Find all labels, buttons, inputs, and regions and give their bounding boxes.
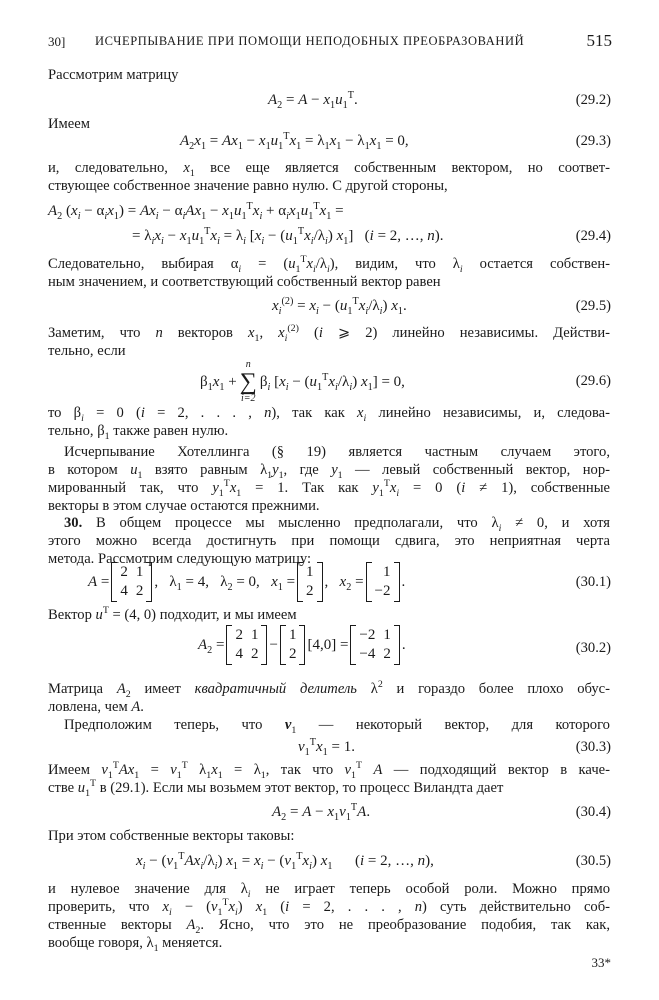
- text-line: то $\beta_i = 0$ (i = 2, . . . , n), так как $x_i$ линейно независимы, и, следова-: [48, 405, 610, 424]
- text-line: вообще говоря, $\lambda_1$ меняется.: [48, 935, 223, 954]
- text-line: Имеем $v_1^TAx_1 = v_1^T$ $\lambda_1x_1 = \lambda_1$, так что $v_1^T$ A — подходящий вектор в каче-: [48, 760, 610, 781]
- text-line: Заметим, что n векторов $x_1$, $x_i^{(2)}$ (i ⩾ 2) линейно независимы. Действи-: [48, 323, 610, 344]
- equation-29-4-line1: $A_2$ $(x_i - \alpha_ix_1) = Ax_i - \alpha_iAx_1 - x_1u_1^Tx_i + \alpha_ix_1u_1^Tx_1$ =: [48, 201, 344, 222]
- header-running-title: ИСЧЕРПЫВАНИЕ ПРИ ПОМОЩИ НЕПОДОБНЫХ ПРЕОБРАЗОВАНИЙ: [95, 34, 525, 48]
- equation-29-2: $A_2 = A - x_1u_1^T$.: [268, 90, 358, 111]
- equation-number: (30.1): [575, 574, 611, 590]
- equation-number: (29.6): [575, 373, 611, 389]
- equation-number: (30.5): [575, 853, 611, 869]
- text-line: стве $u_1^T$ в (29.1). Если мы возьмем этот вектор, то процесс Виландта дает: [48, 778, 504, 799]
- text-line: метода. Рассмотрим следующую матрицу:: [48, 551, 312, 567]
- equation-30-4: $A_2 = A - x_1v_1^TA$.: [272, 802, 371, 823]
- text-line: и нулевое значение для $\lambda_i$ не играет теперь особой роли. Можно прямо: [48, 881, 610, 900]
- header-section-ref: 30]: [48, 34, 66, 49]
- text-line: в котором $u_1$ взято равным $\lambda_1y_1$, где $y_1$ — левый собственный вектор, нор-: [48, 462, 610, 481]
- equation-number: (29.2): [575, 92, 611, 108]
- equation-30-3: $v_1^Tx_1 = 1$.: [298, 737, 355, 758]
- equation-number: (30.3): [575, 739, 611, 755]
- equation-29-3: $A_2x_1 = Ax_1 - x_1u_1^Tx_1 = \lambda_1x_1 - \lambda_1x_1 = 0$,: [180, 131, 409, 152]
- section-number: 30.: [64, 515, 83, 531]
- text-line: Рассмотрим матрицу: [48, 67, 179, 83]
- text-line: ловлена, чем A.: [48, 699, 144, 715]
- text-line: Предположим теперь, что $v_1$ — некоторый вектор, для которого: [64, 717, 610, 736]
- equation-29-4-line2: = $\lambda_ix_i - x_1u_1^Tx_i = \lambda_i$ [$x_i - (u_1^Tx_i/\lambda_i)$ $x_1$] (i = 2, …, n).: [132, 226, 444, 247]
- text-line: тельно, $\beta_1$ также равен нулю.: [48, 423, 229, 442]
- equation-30-5: $x_i - (v_1^TAx_i/\lambda_i) x_1 = x_i - (v_1^Tx_i)$ $x_1$ (i = 2, …, n),: [136, 851, 434, 872]
- equation-number: (29.3): [575, 133, 611, 149]
- text-line: При этом собственные векторы таковы:: [48, 828, 295, 844]
- footer-signature: 33*: [591, 955, 611, 970]
- text-line: Матрица $A_2$ имеет квадратичный делитель $\lambda^2$ и гораздо более плохо обус-: [48, 679, 610, 700]
- text-line: тельно, если: [48, 343, 126, 359]
- text-line: этого можно всегда достигнуть при помощи сдвига, это неприятная черта: [48, 533, 610, 549]
- equation-number: (30.4): [575, 804, 611, 820]
- text-line: Имеем: [48, 116, 90, 132]
- text-line: Исчерпывание Хотеллинга (§ 19) является частным случаем этого,: [64, 444, 610, 460]
- text-line: мированный так, что $y_1^Tx_1 = 1$. Так как $y_1^Tx_i = 0$ (i ≠ 1), собственные: [48, 478, 610, 499]
- equation-number: (30.2): [575, 640, 611, 656]
- text-line: векторы в этом случае остаются прежними.: [48, 498, 320, 514]
- text-line: Следовательно, выбирая $\alpha_i = (u_1^Tx_i/\lambda_i)$, видим, что $\lambda_i$ остается собствен-: [48, 254, 611, 275]
- text-line: проверить, что $x_i - (v_1^Tx_i)$ $x_1$ (i = 2, . . . , n) суть действительно соб-: [48, 897, 611, 918]
- equation-30-1: A = 2 1 4 2 , $\lambda_1 = 4$, $\lambda_2 = 0$, $x_1$ = 1 2 , $x_2$ = 1 −2 .: [88, 562, 405, 602]
- equation-29-5: $x_i^{(2)} = x_i - (u_1^Tx_i/\lambda_i)$ $x_1$.: [272, 296, 407, 317]
- header-page-number: 515: [586, 31, 612, 50]
- text-line: ным значением, и соответствующий собственный вектор равен: [48, 274, 441, 290]
- text-line: ственные векторы $A_2$. Ясно, что это не преобразование подобия, так как,: [48, 917, 610, 936]
- text-line: Вектор $u^T = (4$, 0) подходит, и мы имеем: [48, 605, 297, 623]
- text-line: и, следовательно, $x_1$ все еще является собственным вектором, но соответ-: [48, 160, 611, 179]
- text-line: ствующее собственное значение равно нулю. С другой стороны,: [48, 178, 448, 194]
- text-line: 30. В общем процессе мы мысленно предполагали, что $\lambda_i \ne 0$, и хотя: [64, 515, 610, 534]
- equation-29-6: $\beta_1x_1$ + n ∑ i=2 $\beta_i$ $[x_i - (u_1^Tx_i/\lambda_i) x_1] = 0$,: [200, 359, 405, 404]
- equation-number: (29.4): [575, 228, 611, 244]
- equation-number: (29.5): [575, 298, 611, 314]
- equation-30-2: $A_2$ = 2 1 4 2 − 1 2 [4,0] = −2 1 −4 2 .: [198, 625, 406, 665]
